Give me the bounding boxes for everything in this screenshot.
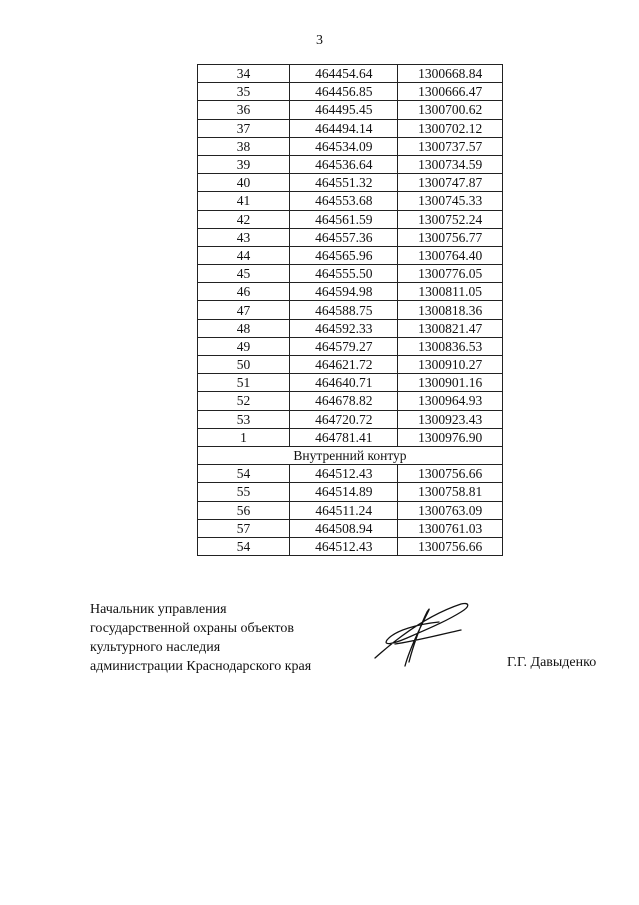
- table-row: [198, 283, 503, 301]
- y-coordinate-cell: 1300821.47: [398, 319, 503, 337]
- x-coordinate-cell: 464508.94: [290, 519, 398, 537]
- x-coordinate-cell: 464781.41: [290, 428, 398, 446]
- coordinates-table: [197, 64, 503, 556]
- y-coordinate-cell: 1300836.53: [398, 337, 503, 355]
- x-coordinate-cell: 464454.64: [290, 65, 398, 83]
- y-coordinate-cell: 1300901.16: [398, 374, 503, 392]
- point-number-cell: 47: [198, 301, 290, 319]
- y-coordinate-cell: 1300923.43: [398, 410, 503, 428]
- x-coordinate-cell: 464512.43: [290, 537, 398, 555]
- point-number-cell: 54: [198, 537, 290, 555]
- position-line: Начальник управления: [90, 602, 227, 617]
- y-coordinate-cell: 1300763.09: [398, 501, 503, 519]
- point-number-cell: 49: [198, 337, 290, 355]
- point-number-cell: 52: [198, 392, 290, 410]
- x-coordinate-cell: 464536.64: [290, 155, 398, 173]
- point-number-cell: 36: [198, 101, 290, 119]
- y-coordinate-cell: 1300734.59: [398, 155, 503, 173]
- y-coordinate-cell: 1300758.81: [398, 483, 503, 501]
- y-coordinate-cell: 1300964.93: [398, 392, 503, 410]
- table-row: [198, 392, 503, 410]
- signatory-name: Г.Г. Давыденко: [507, 655, 597, 670]
- x-coordinate-cell: 464553.68: [290, 192, 398, 210]
- point-number-cell: 55: [198, 483, 290, 501]
- x-coordinate-cell: 464557.36: [290, 228, 398, 246]
- table-row: [198, 101, 503, 119]
- point-number-cell: 54: [198, 465, 290, 483]
- y-coordinate-cell: 1300756.66: [398, 537, 503, 555]
- point-number-cell: 50: [198, 356, 290, 374]
- y-coordinate-cell: 1300737.57: [398, 137, 503, 155]
- table-row: [198, 119, 503, 137]
- point-number-cell: 44: [198, 246, 290, 264]
- table-row: [198, 501, 503, 519]
- x-coordinate-cell: 464551.32: [290, 174, 398, 192]
- table-row: [198, 483, 503, 501]
- y-coordinate-cell: 1300668.84: [398, 65, 503, 83]
- x-coordinate-cell: 464495.45: [290, 101, 398, 119]
- x-coordinate-cell: 464621.72: [290, 356, 398, 374]
- position-line: культурного наследия: [90, 640, 221, 655]
- table-row: [198, 519, 503, 537]
- table-row: [198, 137, 503, 155]
- point-number-cell: 35: [198, 83, 290, 101]
- point-number-cell: 57: [198, 519, 290, 537]
- table-row: [198, 465, 503, 483]
- y-coordinate-cell: 1300910.27: [398, 356, 503, 374]
- table-row: [198, 428, 503, 446]
- table-row: [198, 83, 503, 101]
- y-coordinate-cell: 1300776.05: [398, 265, 503, 283]
- table-row: [198, 319, 503, 337]
- inner-contour-label: Внутренний контур: [198, 446, 503, 464]
- x-coordinate-cell: 464678.82: [290, 392, 398, 410]
- table-row: [198, 374, 503, 392]
- x-coordinate-cell: 464640.71: [290, 374, 398, 392]
- x-coordinate-cell: 464594.98: [290, 283, 398, 301]
- y-coordinate-cell: 1300756.66: [398, 465, 503, 483]
- position-line: государственной охраны объектов: [90, 621, 294, 636]
- point-number-cell: 40: [198, 174, 290, 192]
- table-row: [198, 410, 503, 428]
- table-row: [198, 174, 503, 192]
- table-row: [198, 246, 503, 264]
- position-line: администрации Краснодарского края: [90, 659, 312, 674]
- signatory-position: [90, 600, 311, 676]
- table-row: [198, 65, 503, 83]
- x-coordinate-cell: 464511.24: [290, 501, 398, 519]
- x-coordinate-cell: 464592.33: [290, 319, 398, 337]
- x-coordinate-cell: 464588.75: [290, 301, 398, 319]
- y-coordinate-cell: 1300745.33: [398, 192, 503, 210]
- point-number-cell: 37: [198, 119, 290, 137]
- x-coordinate-cell: 464494.14: [290, 119, 398, 137]
- table-row: [198, 210, 503, 228]
- point-number-cell: 46: [198, 283, 290, 301]
- x-coordinate-cell: 464456.85: [290, 83, 398, 101]
- table-row: [198, 228, 503, 246]
- table-row: [198, 537, 503, 555]
- x-coordinate-cell: 464555.50: [290, 265, 398, 283]
- point-number-cell: 1: [198, 428, 290, 446]
- x-coordinate-cell: 464561.59: [290, 210, 398, 228]
- y-coordinate-cell: 1300752.24: [398, 210, 503, 228]
- y-coordinate-cell: 1300818.36: [398, 301, 503, 319]
- y-coordinate-cell: 1300700.62: [398, 101, 503, 119]
- point-number-cell: 34: [198, 65, 290, 83]
- y-coordinate-cell: 1300747.87: [398, 174, 503, 192]
- point-number-cell: 53: [198, 410, 290, 428]
- y-coordinate-cell: 1300976.90: [398, 428, 503, 446]
- table-row: [198, 356, 503, 374]
- y-coordinate-cell: 1300764.40: [398, 246, 503, 264]
- section-row: [198, 446, 503, 464]
- y-coordinate-cell: 1300761.03: [398, 519, 503, 537]
- point-number-cell: 43: [198, 228, 290, 246]
- x-coordinate-cell: 464579.27: [290, 337, 398, 355]
- table-row: [198, 301, 503, 319]
- table-row: [198, 192, 503, 210]
- point-number-cell: 39: [198, 155, 290, 173]
- page-number: 3: [316, 33, 323, 48]
- point-number-cell: 56: [198, 501, 290, 519]
- point-number-cell: 38: [198, 137, 290, 155]
- point-number-cell: 48: [198, 319, 290, 337]
- x-coordinate-cell: 464720.72: [290, 410, 398, 428]
- table-row: [198, 265, 503, 283]
- x-coordinate-cell: 464512.43: [290, 465, 398, 483]
- x-coordinate-cell: 464514.89: [290, 483, 398, 501]
- y-coordinate-cell: 1300756.77: [398, 228, 503, 246]
- x-coordinate-cell: 464565.96: [290, 246, 398, 264]
- y-coordinate-cell: 1300702.12: [398, 119, 503, 137]
- point-number-cell: 51: [198, 374, 290, 392]
- table-row: [198, 155, 503, 173]
- x-coordinate-cell: 464534.09: [290, 137, 398, 155]
- point-number-cell: 42: [198, 210, 290, 228]
- point-number-cell: 45: [198, 265, 290, 283]
- handwritten-signature: [365, 596, 475, 676]
- point-number-cell: 41: [198, 192, 290, 210]
- y-coordinate-cell: 1300811.05: [398, 283, 503, 301]
- table-row: [198, 337, 503, 355]
- y-coordinate-cell: 1300666.47: [398, 83, 503, 101]
